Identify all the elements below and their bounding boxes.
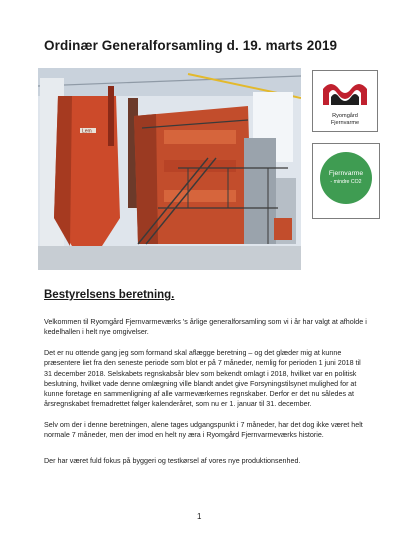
logo-mark-icon [313,75,377,111]
badge-line-1: Fjernvarme [328,170,364,177]
green-circle-badge-icon [320,152,372,204]
logo-line-1: Ryomgård [332,113,358,119]
co2-badge [312,143,380,219]
badge-line-2: - mindre CO2 [330,179,362,185]
paragraph: Selv om der i denne beretningen, alene tages udgangspunkt i 7 måneder, har det dog ikke været helt normale 7 måneder, men der imod en helt ny æra i Ryomgård Fjernvarmeværks historie. [44,421,363,440]
section-heading: Bestyrelsens beretning. [44,289,175,301]
paragraph: Der har været fuld fokus på byggeri og testkørsel af vores nye produktionsenhed. [44,457,301,465]
logo-line-2: Fjernvarme [330,120,360,126]
boiler-hall-photo [38,68,301,270]
paragraph: Velkommen til Ryomgård Fjernvarmeværks 's årlige generalforsamling som vi i år har valgt at afholde i kedelhallen i helt nye omgivelser. [44,318,367,337]
paragraph: Det er nu ottende gang jeg som formand skal aflægge beretning – og det glæder mig at kunne præsentere liet fra den seneste periode som blot er på 7 måneder, nemlig for perioden 1 juni 2018 til 31 december 2018. Selskabets regnskabsår blev som bekendt omlagt i 2018, hvilket var en politisk beslutning, hvilket vade denne omlægning ville blandt andet give Forsyningstilsynet mulighed for at kunne foretage en sammenligning af alle varmeværkernes regnskaber. Derfor er det nu således at årsregnskabet fremadrettet følger kalenderåret, som nu er 1. januar til 31. december. [44,349,361,409]
document-title: Ordinær Generalforsamling d. 19. marts 2019 [44,38,338,53]
page-number: 1 [197,512,202,521]
ryomgaard-fjernvarme-logo [312,70,378,132]
silo-label: Lem [82,128,92,135]
